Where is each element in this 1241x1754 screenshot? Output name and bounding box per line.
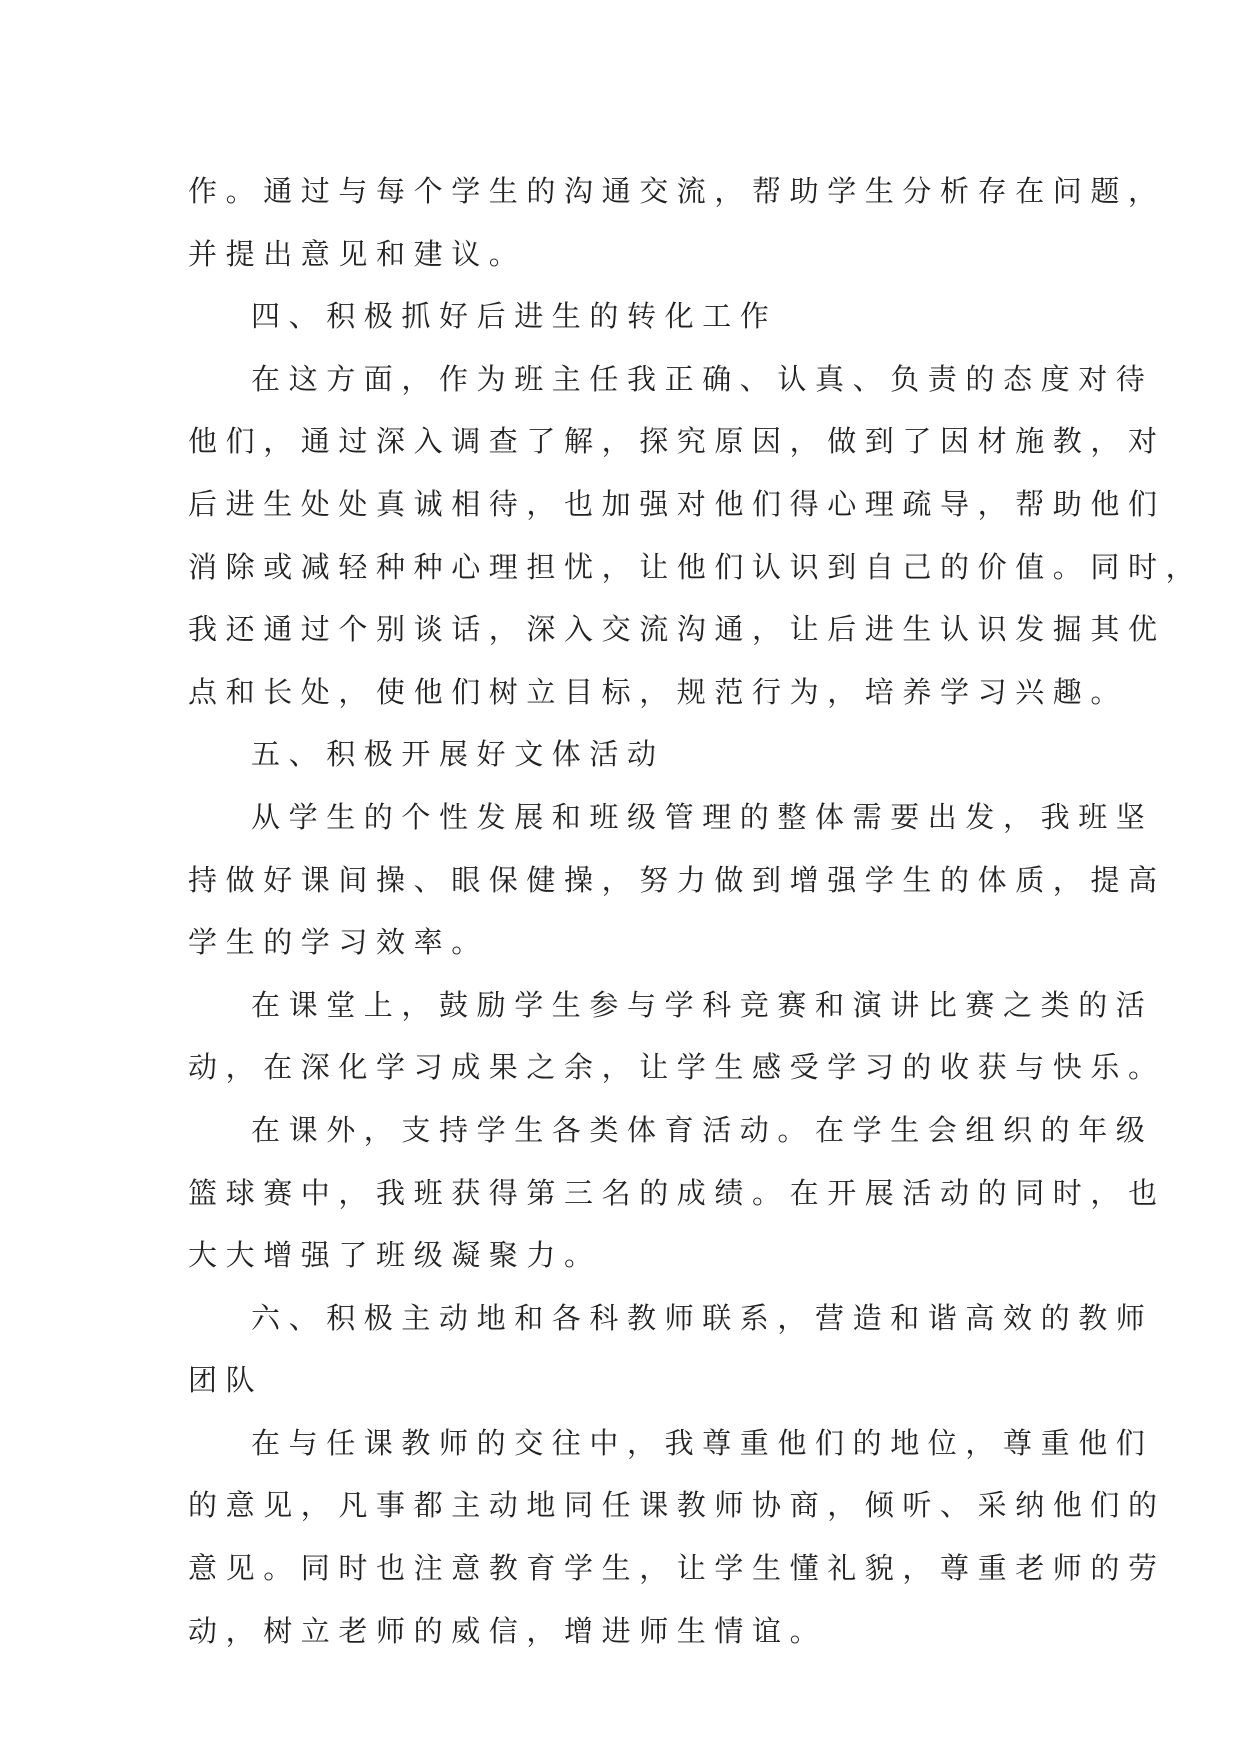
text-line: 篮球赛中，我班获得第三名的成绩。在开展活动的同时，也: [188, 1175, 1166, 1210]
section-heading-5: 五、积极开展好文体活动: [251, 737, 665, 772]
text-line: 我还通过个别谈话，深入交流沟通，让后进生认识发掘其优: [188, 612, 1166, 647]
text-line: 作。通过与每个学生的沟通交流，帮助学生分析存在问题，: [188, 174, 1166, 208]
text-line: 持做好课间操、眼保健操，努力做到增强学生的体质，提高: [188, 862, 1166, 897]
text-line: 点和长处，使他们树立目标，规范行为，培养学习兴趣。: [188, 674, 1129, 709]
text-line: 在与任课教师的交往中，我尊重他们的地位，尊重他们: [251, 1425, 1154, 1460]
text-line: 他们，通过深入调查了解，探究原因，做到了因材施教，对: [188, 424, 1166, 459]
document-page: [188, 160, 1204, 1662]
text-line: 从学生的个性发展和班级管理的整体需要出发，我班坚: [251, 799, 1154, 834]
text-line: 的意见，凡事都主动地同任课教师协商，倾听、采纳他们的: [188, 1488, 1166, 1523]
text-line: 并提出意见和建议。: [188, 236, 527, 271]
text-line: 在这方面，作为班主任我正确、认真、负责的态度对待: [251, 361, 1154, 396]
text-line: 后进生处处真诚相待，也加强对他们得心理疏导，帮助他们: [188, 486, 1166, 521]
text-line: 消除或减轻种种心理担忧，让他们认识到自己的价值。同时，: [188, 549, 1204, 584]
text-line: 意见。同时也注意教育学生，让学生懂礼貌，尊重老师的劳: [188, 1551, 1166, 1586]
text-line: 动，树立老师的威信，增进师生情谊。: [188, 1613, 828, 1648]
section-heading-6: 六、积极主动地和各科教师联系，营造和谐高效的教师: [251, 1300, 1154, 1335]
text-line: 在课堂上，鼓励学生参与学科竞赛和演讲比赛之类的活: [251, 987, 1154, 1022]
text-line: 动，在深化学习成果之余，让学生感受学习的收获与快乐。: [188, 1050, 1166, 1085]
text-line: 大大增强了班级凝聚力。: [188, 1238, 602, 1273]
section-heading-4: 四、积极抓好后进生的转化工作: [251, 299, 778, 334]
text-line: 在课外，支持学生各类体育活动。在学生会组织的年级: [251, 1112, 1154, 1147]
section-heading-6-continued: 团队: [188, 1363, 264, 1398]
text-line: 学生的学习效率。: [188, 925, 489, 960]
